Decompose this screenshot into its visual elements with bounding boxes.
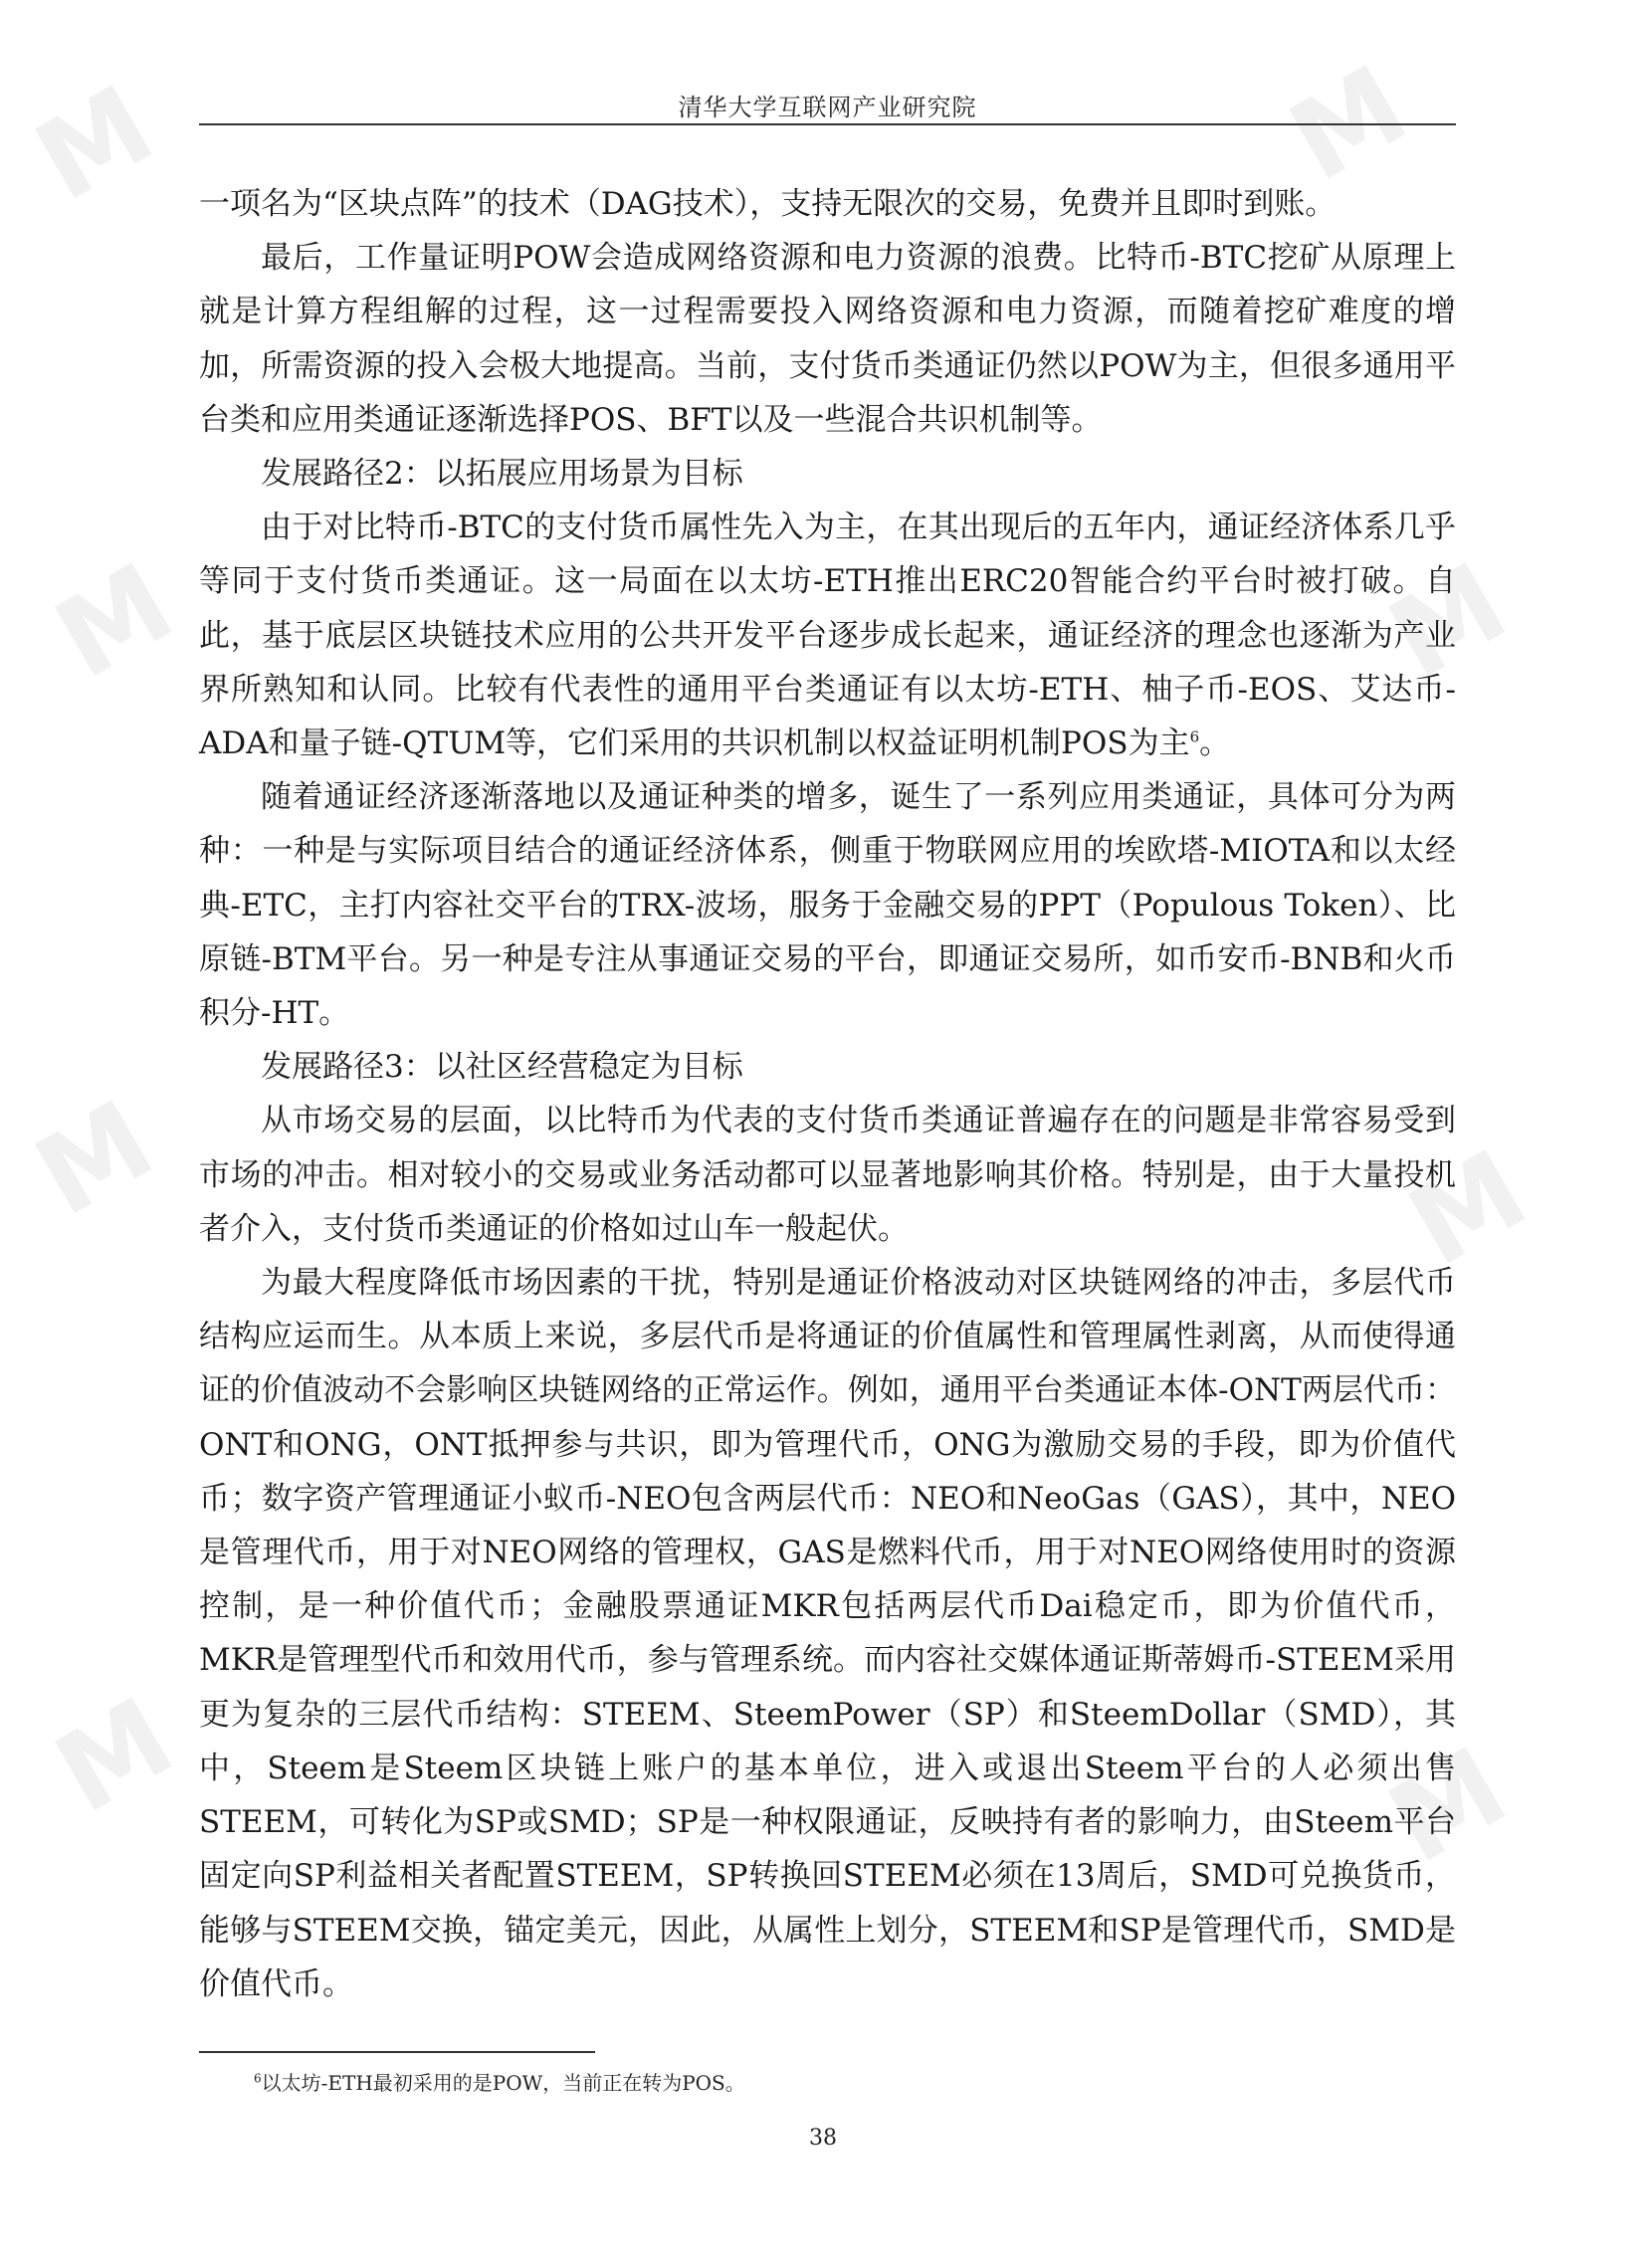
watermark: M xyxy=(35,538,194,704)
document-body xyxy=(199,177,1456,2011)
footnote-reference[interactable]: 6 xyxy=(1189,727,1200,746)
watermark: M xyxy=(15,61,174,226)
header-divider xyxy=(199,123,1456,125)
paragraph: 由于对比特币-BTC的支付货币属性先入为主，在其出现后的五年内，通证经济体系几乎等同于支付货币类通证。这一局面在以太坊-ETH推出ERC20智能合约平台时被打破。自此，基于底层区块链技术应用的公共开发平台逐步成长起来，通证经济的理念也逐渐为产业界所熟知和认同。比较有代表性的通用平台类通证有以太坊-ETH、柚子币-EOS、艾达币-ADA和量子链-QTUM等，它们采用的共识机制以权益证明机制POS为主$^6$。 xyxy=(199,510,1456,762)
watermark: M xyxy=(35,1673,194,1838)
footnote-text: 以太坊-ETH最初采用的是POW，当前正在转为POS。 xyxy=(261,2071,745,2095)
page-number: 38 xyxy=(809,2126,837,2151)
watermark: M xyxy=(1368,1723,1528,1888)
watermark: M xyxy=(15,1076,174,1241)
paragraph: 最后，工作量证明POW会造成网络资源和电力资源的浪费。比特币-BTC挖矿从原理上就是计算方程组解的过程，这一过程需要投入网络资源和电力资源，而随着挖矿难度的增加，所需资源的投入会极大地提高。当前，支付货币类通证仍然以POW为主，但很多通用平台类和应用类通证逐渐选择POS、BFT以及一些混合共识机制等。 xyxy=(199,240,1456,438)
paragraph: 随着通证经济逐渐落地以及通证种类的增多，诞生了一系列应用类通证，具体可分为两种：一种是与实际项目结合的通证经济体系，侧重于物联网应用的埃欧塔-MIOTA和以太经典-ETC，主打内容社交平台的TRX-波场，服务于金融交易的PPT（Populous Token）、比原链-BTM平台。另一种是专注从事通证交易的平台，即通证交易所，如币安币-BNB和火币积分-HT。 xyxy=(199,779,1456,1032)
paragraph: 一项名为“区块点阵”的技术（DAG技术），支持无限次的交易，免费并且即时到账。 xyxy=(199,186,1337,222)
paragraph: 从市场交易的层面，以比特币为代表的支付货币类通证普遍存在的问题是非常容易受到市场的冲击。相对较小的交易或业务活动都可以显著地影响其价格。特别是，由于大量投机者介入，支付货币类通证的价格如过山车一般起伏。 xyxy=(199,1103,1456,1247)
section-heading: 发展路径2：以拓展应用场景为目标 xyxy=(261,456,743,493)
running-header: 清华大学互联网产业研究院 xyxy=(678,94,977,121)
section-heading: 发展路径3：以社区经营稳定为目标 xyxy=(261,1049,743,1086)
watermark: M xyxy=(1368,538,1528,704)
footnote-divider xyxy=(199,2051,595,2053)
watermark: M xyxy=(1269,41,1428,206)
paragraph: 为最大程度降低市场因素的干扰，特别是通证价格波动对区块链网络的冲击，多层代币结构应运而生。从本质上来说，多层代币是将通证的价值属性和管理属性剥离，从而使得通证的价值波动不会影响区块链网络的正常运作。例如，通用平台类通证本体-ONT两层代币：ONT和ONG，ONT抵押参与共识，即为管理代币，ONG为激励交易的手段，即为价值代币；数字资产管理通证小蚁币-NEO包含两层代币：NEO和NeoGas（GAS），其中，NEO是管理代币，用于对NEO网络的管理权，GAS是燃料代币，用于对NEO网络使用时的资源控制，是一种价值代币；金融股票通证MKR包括两层代币Dai稳定币，即为价值代币，MKR是管理型代币和效用代币，参与管理系统。而内容社交媒体通证斯蒂姆币-STEEM采用更为复杂的三层代币结构：STEEM、SteemPower（SP）和SteemDollar（SMD），其中，Steem是Steem区块链上账户的基本单位，进入或退出Steem平台的人必须出售STEEM，可转化为SP或SMD；SP是一种权限通证，反映持有者的影响力，由Steem平台固定向SP利益相关者配置STEEM，SP转换回STEEM必须在13周后，SMD可兑换货币，能够与STEEM交换，锚定美元，因此，从属性上划分，STEEM和SP是管理代币，SMD是价值代币。 xyxy=(199,1265,1456,2002)
footnote xyxy=(254,2068,745,2098)
footnote-mark: 6 xyxy=(254,2071,262,2086)
watermark: M xyxy=(1388,1126,1547,1291)
